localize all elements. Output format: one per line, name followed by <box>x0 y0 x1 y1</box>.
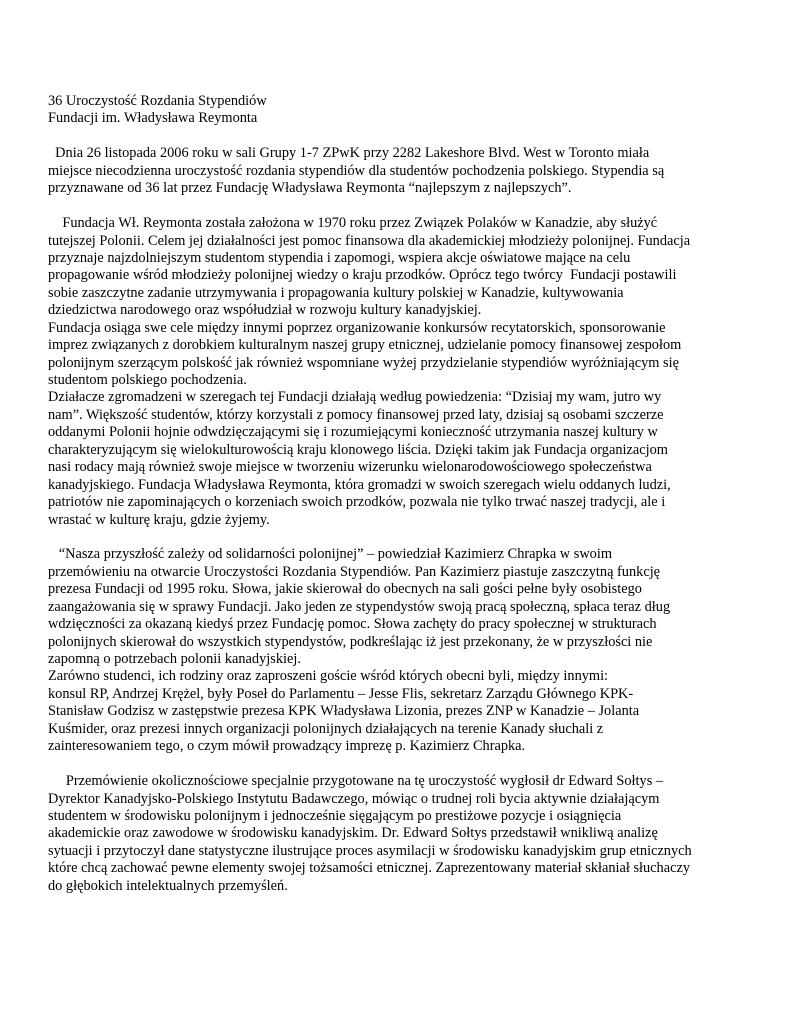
text-line: Zarówno studenci, ich rodziny oraz zaproszeni goście wśród których obecni byli, między innymi: <box>48 668 609 685</box>
text-line: akademickie oraz zawodowe w środowisku kanadyjskim. Dr. Edward Sołtys przedstawił wnikliwą analizę <box>48 825 658 842</box>
text-line: Fundacja Wł. Reymonta została założona w 1970 roku przez Związek Polaków w Kanadzie, aby służyć <box>48 215 658 232</box>
text-line: nam”. Większość studentów, którzy korzystali z pomocy finansowej przed laty, dzisiaj są osobami szczerze <box>48 406 664 423</box>
text-line: Stanisław Godzisz w zastępstwie prezesa KPK Władysława Lizonia, prezes ZNP w Kanadzie – Jolanta <box>48 703 640 720</box>
title-line: 36 Uroczystość Rozdania Stypendiów <box>48 93 267 109</box>
paragraph-gap <box>48 198 748 215</box>
text-line: Kuśmider, oraz prezesi innych organizacji polonijnych działających na terenie Kanady słuchali z <box>48 720 604 737</box>
text-line: polonijnych skierował do wszystkich stypendystów, podkreślając iż jest przekonany, że w przyszłości nie <box>48 633 653 650</box>
paragraph-gap <box>48 529 748 546</box>
text-line: patriotów nie zapominających o korzeniach swoich przodków, pozwala nie tylko trwać naszej tradycji, ale i <box>48 494 666 511</box>
text-line: prezesa Fundacji od 1995 roku. Słowa, jakie skierował do obecnych na sali gości pełne były osobistego <box>48 581 642 598</box>
paragraph-gap <box>48 128 748 145</box>
text-line: “Nasza przyszłość zależy od solidarności polonijnej” – powiedział Kazimierz Chrapka w swoim <box>48 546 613 563</box>
text-line: propagowanie wśród młodzieży polonijnej wiedzy o kraju przodków. Oprócz tego twórcy Fundacji postawili <box>48 267 677 284</box>
text-line: które chcą zachować pewne elementy swojej tożsamości etnicznej. Zaprezentowany materiał skłaniał słuchaczy <box>48 860 690 877</box>
text-line: nasi rodacy mają również swoje miejsce w tworzeniu wizerunku wielonarodowościowego społeczeństwa <box>48 459 652 476</box>
text-line: oddanymi Polonii hojnie odwdzięczającymi się i rozumiejącymi konieczność utrzymania naszej kultury w <box>48 424 658 441</box>
text-line: przyznawane od 36 lat przez Fundację Władysława Reymonta “najlepszym z najlepszych”. <box>48 180 572 197</box>
text-line: przemówieniu na otwarcie Uroczystości Rozdania Stypendiów. Pan Kazimierz piastuje zaszczytną funkcję <box>48 563 661 580</box>
text-line: do głębokich intelektualnych przemyśleń. <box>48 877 288 894</box>
text-line: studentem w środowisku polonijnym i jednocześnie sięgającym po prestiżowe pozycje i osiągnięcia <box>48 807 622 824</box>
text-line: zaangażowania się w sprawy Fundacji. Jako jeden ze stypendystów swoją pracą społeczną, spłaca teraz dług <box>48 598 671 615</box>
text-line: konsul RP, Andrzej Krężel, były Poseł do Parlamentu – Jesse Flis, sekretarz Zarządu Głównego KPK- <box>48 685 634 702</box>
paragraph-speech <box>48 546 748 755</box>
text-line: tutejszej Polonii. Celem jej działalności jest pomoc finansowa dla akademickiej młodzieży polonijnej. Fundacja <box>48 232 691 249</box>
paragraph-foundation <box>48 215 748 529</box>
text-line: kanadyjskiego. Fundacja Władysława Reymonta, która gromadzi w swoich szeregach wielu oddanych ludzi, <box>48 476 671 493</box>
text-line: wdzięczności za okazaną kiedyś przez Fundację pomoc. Słowa zachęty do pracy społecznej w strukturach <box>48 616 657 633</box>
article-title <box>48 93 748 128</box>
paragraph-gap <box>48 756 748 773</box>
text-line: przyznaje najzdolniejszym studentom stypendia i zapomogi, wspiera akcje oświatowe mające na celu <box>48 249 631 266</box>
text-line: sobie zaszczytne zadanie utrzymywania i propagowania kultury polskiej w Kanadzie, kultywowania <box>48 284 624 301</box>
text-line: Dyrektor Kanadyjsko-Polskiego Instytutu Badawczego, mówiąc o trudnej roli bycia aktywnie działającym <box>48 790 660 807</box>
text-line: dziedzictwa narodowego oraz współudział w rozwoju kultury kanadyjskiej. <box>48 302 482 319</box>
text-line: polonijnym szerzącym polskość jak również wspomniane wyżej przydzielanie stypendiów wyróżniającym się <box>48 354 679 371</box>
text-line: sytuacji i przytoczył dane statystyczne ilustrujące proces asymilacji w środowisku kanadyjskim grup etnicznych <box>48 842 692 859</box>
text-line: Dnia 26 listopada 2006 roku w sali Grupy 1-7 ZPwK przy 2282 Lakeshore Blvd. West w Toronto miała <box>48 145 650 162</box>
text-line: zapomną o potrzebach polonii kanadyjskiej. <box>48 651 301 667</box>
text-line: Przemówienie okolicznościowe specjalnie przygotowane na tę uroczystość wygłosił dr Edward Sołtys – <box>48 773 664 790</box>
text-line: Fundacja osiąga swe cele między innymi poprzez organizowanie konkursów recytatorskich, sponsorowanie <box>48 319 666 336</box>
text-line: imprez związanych z dorobkiem kulturalnym naszej grupy etnicznej, udzielanie pomocy finansowej zespołom <box>48 337 682 354</box>
text-line: studentom polskiego pochodzenia. <box>48 372 247 388</box>
text-line: wrastać w kulturę kraju, gdzie żyjemy. <box>48 511 270 528</box>
article-body <box>48 93 748 895</box>
text-line: zainteresowaniem tego, o czym mówił prowadzący imprezę p. Kazimierz Chrapka. <box>48 738 526 755</box>
paragraph-intro <box>48 145 748 197</box>
text-line: Działacze zgromadzeni w szeregach tej Fundacji działają według powiedzenia: “Dzisiaj my wam, jutro wy <box>48 389 662 406</box>
title-line: Fundacji im. Władysława Reymonta <box>48 110 258 127</box>
text-line: charakteryzującym się wielokulturowością kraju klonowego liścia. Dzięki takim jak Fundacja organizacjom <box>48 441 668 458</box>
paragraph-lecture <box>48 773 748 895</box>
text-line: miejsce niecodzienna uroczystość rozdania stypendiów dla studentów pochodzenia polskiego. Stypendia są <box>48 162 665 179</box>
